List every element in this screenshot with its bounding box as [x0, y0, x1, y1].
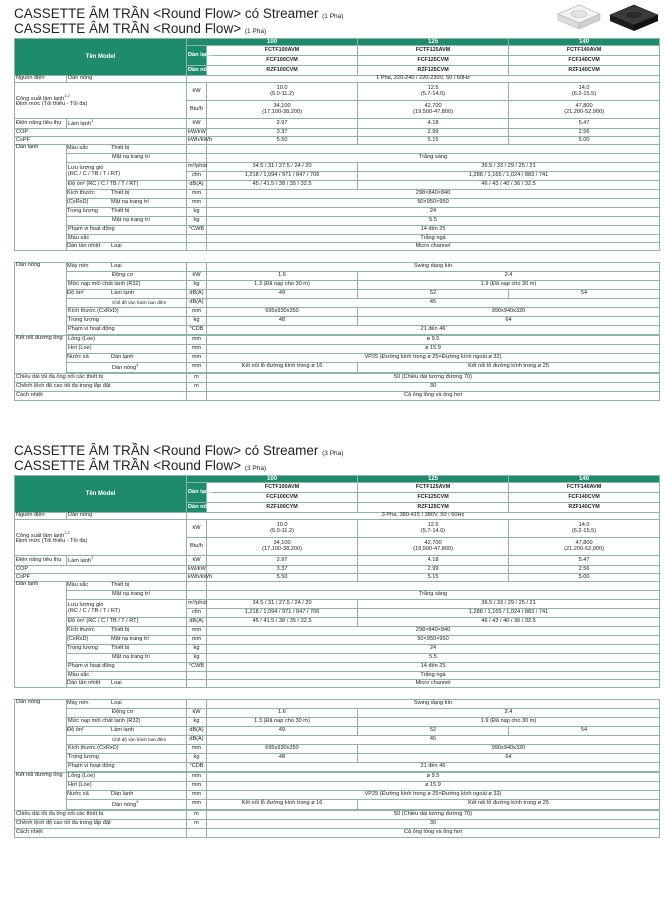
unit-label: kg — [187, 317, 207, 326]
cell-value: 2.4 — [358, 272, 660, 281]
cell-value: ø 15.9 — [207, 782, 660, 791]
row-label: Nguồn điện — [15, 76, 67, 83]
row-label: Phạm vi hoạt động — [67, 763, 187, 772]
unit-label: mm — [187, 791, 207, 800]
row-sublabel: Chế độ vận hành ban đêm — [67, 299, 187, 308]
cell-value: ø 9.5 — [207, 336, 660, 345]
cell-value: Kết nối lỗ đường kính trong ø 16 — [207, 800, 358, 810]
unit-label: mm — [187, 308, 207, 317]
cell-value: 4.18 — [358, 556, 509, 566]
unit-label: mm — [187, 363, 207, 373]
capacity-header: 125 — [358, 39, 509, 46]
cell-value: 2.97 — [207, 556, 358, 566]
cell-value: 5.00 — [509, 574, 660, 582]
row-label: Công suất làm lạnh$^{1,2}$ Định mức (Tối thiểu - Tối đa) — [15, 520, 187, 556]
model-code: FCF125CVM — [358, 493, 509, 503]
cell-value: 5.5 — [207, 217, 660, 226]
unit-label: kg — [187, 754, 207, 763]
unit-label: kWh/kWh — [188, 136, 212, 143]
unit-label: cfm — [187, 172, 207, 181]
row-label: Màu sắc — [67, 672, 187, 680]
row-label: Nước xả Dàn lạnh — [67, 354, 187, 363]
outdoor-block-label: Dàn nóng — [15, 263, 67, 336]
cell-value: VP25 (Đường kính trong ø 25×Đường kính ngoài ø 32) — [207, 791, 660, 800]
section-title-streamer: CASSETTE ÂM TRẦN <Round Flow> có Streamer (3 Pha) — [14, 443, 344, 458]
cell-value: 695x930x350 — [207, 308, 358, 317]
unit-label: mm — [187, 345, 207, 354]
row-sublabel: Dàn nóng — [67, 76, 187, 83]
cell-value: 1,288 / 1,165 / 1,024 / 883 / 741 — [358, 172, 660, 181]
cell-value: 5.15 — [358, 137, 509, 145]
row-label: Điện năng tiêu thụ — [15, 556, 67, 566]
cell-value: Kết nối lỗ đường kính trong ø 25 — [358, 363, 660, 373]
row-sublabel: Làm lạnh$^1$ — [67, 119, 187, 129]
cell-value — [207, 145, 660, 154]
row-label: Mức nạp môi chất lạnh (R32) — [67, 281, 187, 290]
row-label: Nước xả Dàn lạnh — [67, 791, 187, 800]
unit-label: Btu/h — [187, 538, 207, 556]
cell-value: 5.00 — [509, 137, 660, 145]
unit-label: mm — [187, 636, 207, 645]
cell-value: 1.6 — [207, 709, 358, 718]
unit-label: kW — [187, 556, 207, 566]
unit-label: dB(A) — [187, 290, 207, 299]
model-code: RZF140CYM — [509, 503, 660, 513]
unit-label: °CWB — [187, 663, 207, 672]
row-label: Hơi (Loe) — [67, 782, 187, 791]
cell-value: Trắng sáng — [207, 154, 660, 163]
model-code: RZF100CYM — [207, 503, 358, 513]
cell-value: 990x940x320 — [358, 308, 660, 317]
unit-label: kg — [187, 654, 207, 663]
cell-value: 2.99 — [358, 566, 509, 574]
cell-value: 1.3 (Đã nạp cho 30 m) — [207, 718, 358, 727]
cell-value: 36.5 / 33 / 29 / 25 / 21 — [358, 163, 660, 172]
unit-label: dB(A) — [187, 618, 207, 627]
piping-block-label: Kết nối đường ống — [15, 773, 67, 811]
row-label: Chiều dài tối đa ống nối các thiết bị — [15, 373, 187, 382]
cell-value: 1.9 (Đã nạp cho 30 m) — [358, 281, 660, 290]
cell-value: 298×840×840 — [207, 190, 660, 199]
row-label: Màu sắc — [67, 235, 187, 243]
unit-label: m³/phút — [187, 163, 207, 172]
row-label: Dàn tản nhiệt Loại — [67, 243, 187, 251]
cell-value: 34,100 (17,100-38,200) — [207, 538, 358, 556]
cell-value: 2.56 — [509, 129, 660, 137]
cell-value: 46 / 43 / 40 / 36 / 32.5 — [358, 618, 660, 627]
unit-label: dB(A) — [187, 299, 207, 308]
model-name-header: Tên Model — [15, 39, 187, 76]
row-label: Trọng lượng Thiết bị — [67, 208, 187, 217]
row-label: Chiều dài tối đa ống nối các thiết bị — [15, 810, 187, 819]
cell-value: 36.5 / 33 / 29 / 25 / 21 — [358, 600, 660, 609]
cell-value: 24 — [207, 208, 660, 217]
unit-label: mm — [187, 190, 207, 199]
unit-label: kg — [187, 217, 207, 226]
row-sublabel: Dàn nóng$^4$ — [67, 363, 187, 373]
unit-label: kWh/kWh — [188, 573, 212, 580]
cell-value: Trắng ngà — [207, 672, 660, 680]
cell-value: 5.50 — [207, 574, 358, 582]
cell-value: 34.5 / 31 / 27.5 / 24 / 20 — [207, 163, 358, 172]
row-sublabel: (CxRxD) Mặt nạ trang trí — [67, 199, 187, 208]
cell-value: Kết nối lỗ đường kính trong ø 25 — [358, 800, 660, 810]
cell-value: 12.5 (5.7-14.0) — [358, 520, 509, 538]
cell-value: Kết nối lỗ đường kính trong ø 16 — [207, 363, 358, 373]
row-label: Kích thước (CxRxD) — [67, 308, 187, 317]
cell-value: 14 đến 25 — [207, 226, 660, 235]
cell-value: 48 — [207, 317, 358, 326]
cell-value: 1.9 (Đã nạp cho 30 m) — [358, 718, 660, 727]
model-code: FCF125CVM — [358, 56, 509, 66]
unit-label: mm — [187, 336, 207, 345]
cell-value: 21 đến 46 — [207, 763, 660, 772]
row-sublabel: Chế độ vận hành ban đêm — [67, 736, 187, 745]
cell-value: 3.37 — [207, 129, 358, 137]
cell-value: 3.37 — [207, 566, 358, 574]
cell-value: 14.0 (6.2-15.5) — [509, 83, 660, 101]
cell-value: Micro channel — [207, 680, 660, 688]
row-sublabel: Mặt nạ trang trí — [67, 154, 187, 163]
capacity-header: 100 — [187, 476, 358, 483]
indoor-block-label: Dàn lạnh — [15, 145, 67, 251]
cell-value: Trắng ngà — [207, 235, 660, 243]
model-code: FCTF140AVM — [509, 483, 660, 493]
unit-label: m — [187, 373, 207, 382]
cell-value: 1,288 / 1,165 / 1,024 / 883 / 741 — [358, 609, 660, 618]
row-sublabel: Dàn nóng — [67, 513, 187, 520]
cell-value: 42,700 (19,500-47,800) — [358, 538, 509, 556]
cell-value: 30 — [207, 819, 660, 828]
cell-value: 30 — [207, 382, 660, 391]
outdoor-unit-header: Dàn nóng — [187, 66, 207, 76]
cell-value: 5.15 — [358, 574, 509, 582]
cell-value — [207, 582, 660, 591]
cell-value: 10.0 (5.0-11.2) — [207, 520, 358, 538]
cell-value: 1,218 / 1,094 / 971 / 847 / 706 — [207, 172, 358, 181]
cell-value: Trắng sáng — [207, 591, 660, 600]
cell-value: 1 Pha, 220-240 / 220-230V, 50 / 60Hz — [187, 76, 660, 83]
row-label: Công suất làm lạnh$^{1,2}$ Định mức (Tối thiểu - Tối đa) — [15, 83, 187, 119]
unit-label: °CDB — [187, 763, 207, 772]
model-code: RZF100CVM — [207, 66, 358, 76]
cell-value: 1.3 (Đã nạp cho 30 m) — [207, 281, 358, 290]
cell-value: 298×840×840 — [207, 627, 660, 636]
piping-block-label: Kết nối đường ống — [15, 336, 67, 374]
capacity-header: 140 — [509, 39, 660, 46]
cell-value: 14.0 (6.2-15.5) — [509, 520, 660, 538]
row-label: Phạm vi hoạt động — [67, 326, 187, 335]
row-label: Lưu lượng gió (RC / C / TB / T / RT) — [67, 163, 187, 181]
cell-value: 990x940x320 — [358, 745, 660, 754]
cell-value: 48 — [207, 754, 358, 763]
cell-value: 2.4 — [358, 709, 660, 718]
unit-label: mm — [187, 773, 207, 782]
cell-value: 14 đến 25 — [207, 663, 660, 672]
row-label: Nguồn điện — [15, 513, 67, 520]
unit-label: dB(A) — [187, 181, 207, 190]
cell-value: 47,800 (21,200-52,900) — [509, 101, 660, 119]
row-label: Máy nén Loại — [67, 263, 187, 272]
cell-value: 5.47 — [509, 119, 660, 129]
model-code: FCF100CVM — [207, 493, 358, 503]
unit-label: mm — [187, 800, 207, 810]
indoor-block-label: Dàn lạnh — [15, 582, 67, 688]
unit-label: kW — [187, 119, 207, 129]
spec-table — [14, 38, 660, 251]
row-label: Mức nạp môi chất lạnh (R32) — [67, 718, 187, 727]
cell-value: 1,218 / 1,094 / 971 / 847 / 706 — [207, 609, 358, 618]
outdoor-block-label: Dàn nóng — [15, 700, 67, 773]
cell-value: 10.0 (5.0-11.2) — [207, 83, 358, 101]
row-label: CsPF — [15, 574, 187, 582]
row-label: Trọng lượng — [67, 754, 187, 763]
cell-value: 64 — [358, 754, 660, 763]
model-code: FCTF100AVM — [207, 46, 358, 56]
cell-value: 49 — [207, 290, 358, 299]
cell-value: 52 — [358, 727, 509, 736]
row-label: Lỏng (Loe) — [67, 336, 187, 345]
cell-value: 24 — [207, 645, 660, 654]
cell-value: 54 — [509, 290, 660, 299]
cell-value: 49 — [207, 727, 358, 736]
unit-label: kW — [187, 520, 207, 538]
cell-value: 5.50 — [207, 137, 358, 145]
unit-label: kg — [187, 645, 207, 654]
row-label: Chênh lệch độ cao tối đa trong lắp đặt — [15, 382, 187, 391]
unit-label: °CWB — [187, 226, 207, 235]
row-label: Kích thước (CxRxD) — [67, 745, 187, 754]
cell-value: 1.6 — [207, 272, 358, 281]
row-label: Kích thước Thiết bị — [67, 190, 187, 199]
capacity-header: 125 — [358, 476, 509, 483]
row-sublabel: Làm lạnh$^1$ — [67, 556, 187, 566]
model-code: RZF140CVM — [509, 66, 660, 76]
cell-value: 3 Pha, 380-415 / 380V, 50 / 60Hz — [187, 513, 660, 520]
unit-label: mm — [187, 354, 207, 363]
row-label: Máy nén Loại — [67, 700, 187, 709]
unit-label: m — [187, 810, 207, 819]
model-code: FCTF100AVM — [207, 483, 358, 493]
row-label: Chênh lệch độ cao tối đa trong lắp đặt — [15, 819, 187, 828]
cell-value: 50×950×950 — [207, 199, 660, 208]
row-label: Phạm vi hoạt động — [67, 663, 187, 672]
row-label: Phạm vi hoạt động — [67, 226, 187, 235]
spec-table-outdoor — [14, 699, 660, 838]
row-label: Kích thước Thiết bị — [67, 627, 187, 636]
cell-value: 42,700 (19,500-47,800) — [358, 101, 509, 119]
row-label: Độ ồn² Làm lạnh — [67, 290, 187, 299]
row-label: Điện năng tiêu thụ — [15, 119, 67, 129]
cell-value: 34.5 / 31 / 27.5 / 24 / 20 — [207, 600, 358, 609]
row-sublabel: Mặt nạ trang trí — [67, 591, 187, 600]
row-label: COP — [15, 129, 187, 137]
unit-label: mm — [187, 782, 207, 791]
model-code: RZF125CYM — [358, 503, 509, 513]
model-code: FCTF140AVM — [509, 46, 660, 56]
cell-value: 47,800 (21,200-52,900) — [509, 538, 660, 556]
cell-value: VP25 (Đường kính trong ø 25×Đường kính ngoài ø 32) — [207, 354, 660, 363]
cell-value: 50 (Chiều dài tương đương 70) — [207, 810, 660, 819]
cell-value: 46 / 43 / 40 / 36 / 32.5 — [358, 181, 660, 190]
cell-value: 50 (Chiều dài tương đương 70) — [207, 373, 660, 382]
row-label: Độ ồn² Làm lạnh — [67, 727, 187, 736]
model-name-header: Tên Model — [15, 476, 187, 513]
row-label: Lưu lượng gió (RC / C / TB / T / RT) — [67, 600, 187, 618]
row-label: Dàn tản nhiệt Loại — [67, 680, 187, 688]
cell-value: 52 — [358, 290, 509, 299]
row-sublabel: Động cơ — [67, 272, 187, 281]
row-label: Độ ồn² (RC / C / TB / T / RT) — [67, 181, 187, 190]
cell-value: 64 — [358, 317, 660, 326]
model-code: FCTF125AVM — [358, 46, 509, 56]
section-title: CASSETTE ÂM TRẦN <Round Flow> (1 Pha) — [14, 21, 267, 36]
unit-label: m³/phút — [187, 600, 207, 609]
cell-value: 50×950×950 — [207, 636, 660, 645]
model-code: FCF140CVM — [509, 56, 660, 66]
row-sublabel: Dàn nóng$^4$ — [67, 800, 187, 810]
cassette-white-icon — [554, 2, 604, 32]
row-label: Hơi (Loe) — [67, 345, 187, 354]
model-code: RZF125CVM — [358, 66, 509, 76]
cell-value: Cả ống lỏng và ống hơi — [207, 391, 660, 400]
cell-value: Cả ống lỏng và ống hơi — [207, 828, 660, 837]
model-code: FCTF125AVM — [358, 483, 509, 493]
cell-value: 5.5 — [207, 654, 660, 663]
row-sublabel: (CxRxD) Mặt nạ trang trí — [67, 636, 187, 645]
cell-value: 12.5 (5.7-14.0) — [358, 83, 509, 101]
unit-label: kW/kW — [188, 128, 206, 135]
unit-label: kg — [187, 281, 207, 290]
cell-value: ø 9.5 — [207, 773, 660, 782]
row-label: Cách nhiệt — [15, 391, 187, 400]
cell-value: Micro channel — [207, 243, 660, 251]
unit-label: kW — [187, 709, 207, 718]
cell-value: 45 / 41.5 / 38 / 35 / 32.5 — [207, 181, 358, 190]
cell-value: Swing dạng kín — [207, 263, 660, 272]
row-label: Màu sắc Thiết bị — [67, 145, 187, 154]
indoor-unit-header: Dàn lạnh — [187, 46, 207, 66]
outdoor-unit-header: Dàn nóng — [187, 503, 207, 513]
unit-label: mm — [187, 627, 207, 636]
cell-value: 45 — [207, 299, 660, 308]
unit-label: kW/kW — [188, 565, 206, 572]
unit-label: m — [187, 819, 207, 828]
row-label: Màu sắc Thiết bị — [67, 582, 187, 591]
indoor-unit-header: Dàn lạnh — [187, 483, 207, 503]
row-sublabel: Mặt nạ trang trí — [67, 217, 187, 226]
unit-label: mm — [187, 199, 207, 208]
unit-label: kW — [187, 272, 207, 281]
cell-value: 4.18 — [358, 119, 509, 129]
unit-label: Btu/h — [187, 101, 207, 119]
unit-label: mm — [187, 745, 207, 754]
section-title: CASSETTE ÂM TRẦN <Round Flow> (3 Pha) — [14, 458, 267, 473]
row-label: Cách nhiệt — [15, 828, 187, 837]
row-sublabel: Động cơ — [67, 709, 187, 718]
row-label: Lỏng (Loe) — [67, 773, 187, 782]
row-label: Độ ồn² (RC / C / TB / T / RT) — [67, 618, 187, 627]
unit-label: dB(A) — [187, 727, 207, 736]
row-sublabel: Mặt nạ trang trí — [67, 654, 187, 663]
cell-value: 5.47 — [509, 556, 660, 566]
cassette-black-icon — [606, 2, 662, 34]
section-title-streamer: CASSETTE ÂM TRẦN <Round Flow> có Streamer (1 Pha) — [14, 6, 344, 21]
unit-label: °CDB — [187, 326, 207, 335]
unit-label: cfm — [187, 609, 207, 618]
spec-table — [14, 475, 660, 688]
cell-value: Swing dạng kín — [207, 700, 660, 709]
unit-label: kW — [187, 83, 207, 101]
cell-value: ø 15.9 — [207, 345, 660, 354]
capacity-header: 140 — [509, 476, 660, 483]
cell-value: 54 — [509, 727, 660, 736]
cell-value: 695x930x350 — [207, 745, 358, 754]
spec-table-outdoor — [14, 262, 660, 401]
row-label: CsPF — [15, 137, 187, 145]
model-code: FCF140CVM — [509, 493, 660, 503]
unit-label: m — [187, 382, 207, 391]
cell-value: 34,100 (17,100-38,200) — [207, 101, 358, 119]
model-code: FCF100CVM — [207, 56, 358, 66]
unit-label: kg — [187, 208, 207, 217]
unit-label: kg — [187, 718, 207, 727]
row-label: Trọng lượng — [67, 317, 187, 326]
row-label: Trọng lượng Thiết bị — [67, 645, 187, 654]
cell-value: 2.97 — [207, 119, 358, 129]
cell-value: 2.56 — [509, 566, 660, 574]
capacity-header: 100 — [187, 39, 358, 46]
cell-value: 21 đến 46 — [207, 326, 660, 335]
row-label: COP — [15, 566, 187, 574]
cell-value: 45 / 41.5 / 38 / 35 / 32.5 — [207, 618, 358, 627]
unit-label: dB(A) — [187, 736, 207, 745]
cell-value: 45 — [207, 736, 660, 745]
cell-value: 2.99 — [358, 129, 509, 137]
